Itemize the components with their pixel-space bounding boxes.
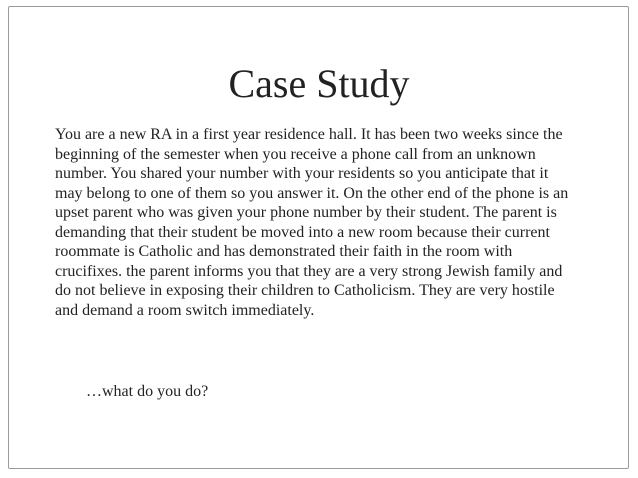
followup-question: …what do you do? [86, 383, 209, 400]
slide-title: Case Study [228, 61, 410, 106]
case-study-paragraph: You are a new RA in a first year residence hall. It has been two weeks since the beginning of the semester when you receive a phone call from an unknown number. You shared your number with your residents so you anticipate that it may belong to one of them so you answer it. On the other end of the phone is an upset parent who was given your phone number by their student. The parent is demanding that their student be moved into a new room because their current roommate is Catholic and has demonstrated their faith in the room with crucifixes. the parent informs you that they are a very strong Jewish family and do not believe in exposing their children to Catholicism. They are very hostile and demand a room switch immediately. [55, 126, 569, 319]
